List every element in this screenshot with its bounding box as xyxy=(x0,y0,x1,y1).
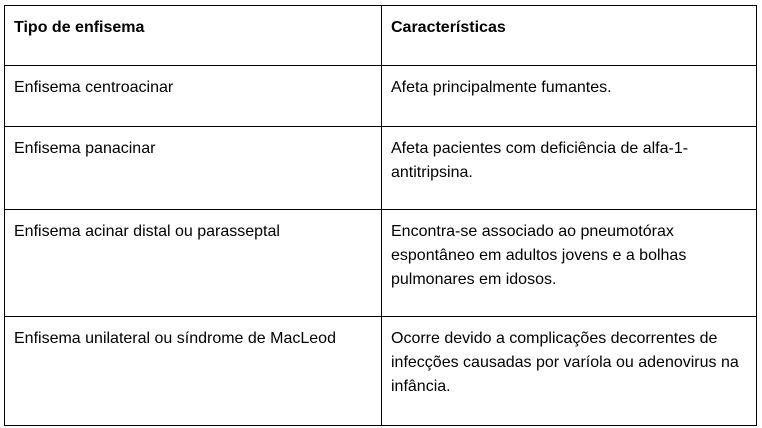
cell-type: Enfisema panacinar xyxy=(5,127,382,210)
cell-characteristics: Encontra-se associado ao pneumotórax espontâneo em adultos jovens e a bolhas pulmonares em idosos. xyxy=(382,210,757,317)
cell-characteristics: Ocorre devido a complicações decorrentes de infecções causadas por varíola ou adenovirus na infância. xyxy=(382,317,757,426)
column-header-characteristics: Características xyxy=(382,6,757,66)
cell-type: Enfisema centroacinar xyxy=(5,66,382,127)
column-header-type: Tipo de enfisema xyxy=(5,6,382,66)
table-row xyxy=(5,317,757,426)
cell-type: Enfisema unilateral ou síndrome de MacLeod xyxy=(5,317,382,426)
cell-characteristics: Afeta principalmente fumantes. xyxy=(382,66,757,127)
cell-type: Enfisema acinar distal ou parasseptal xyxy=(5,210,382,317)
table-row xyxy=(5,127,757,210)
cell-characteristics: Afeta pacientes com deficiência de alfa-1-antitripsina. xyxy=(382,127,757,210)
table-header-row xyxy=(5,6,757,66)
emphysema-types-table xyxy=(4,5,757,426)
table-row xyxy=(5,66,757,127)
table-row xyxy=(5,210,757,317)
